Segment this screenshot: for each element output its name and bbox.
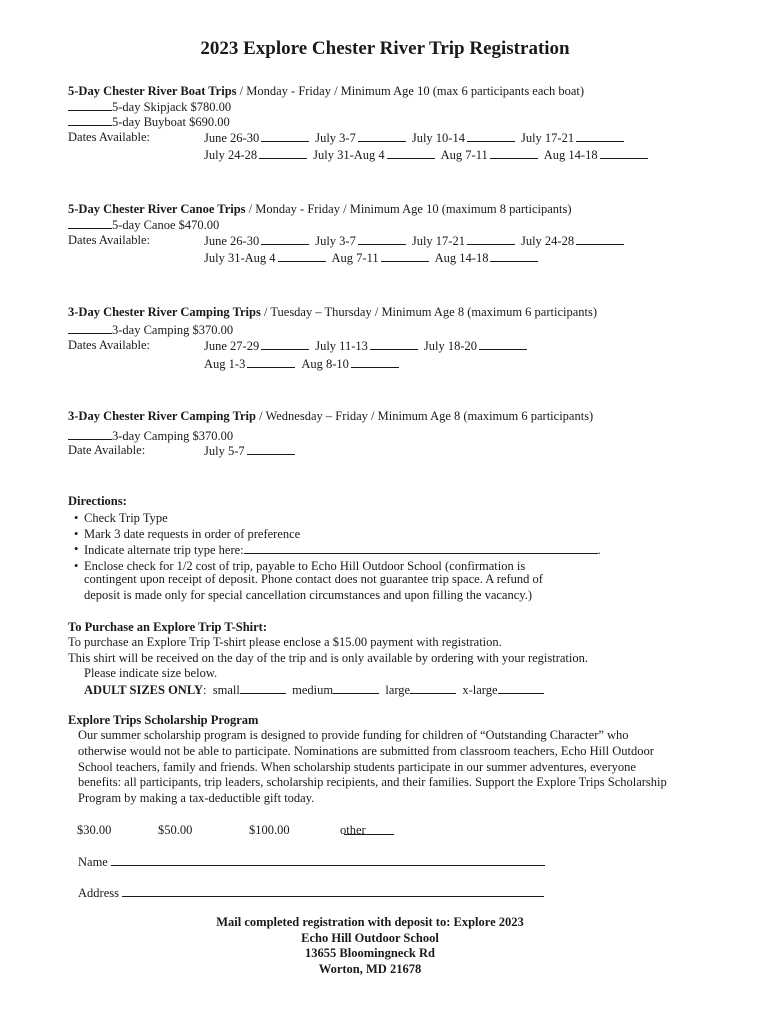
option-label: 5-day Buyboat $690.00	[112, 115, 230, 129]
canoe-option[interactable]	[68, 217, 219, 233]
tshirt-sizes: ADULT SIZES ONLY: small medium large x-large	[84, 682, 544, 698]
camping2-option[interactable]	[68, 428, 233, 444]
canoe-dates-row-1	[204, 233, 630, 249]
date-option[interactable]: Aug 1-3	[204, 356, 295, 372]
canoe-details: / Monday - Friday / Minimum Age 10 (maximum 8 participants)	[245, 202, 572, 216]
boat-dates-label: Dates Available:	[68, 130, 151, 144]
checkbox-blank[interactable]	[68, 428, 112, 440]
mail-line-1: Mail completed registration with deposit to: Explore 2023	[216, 915, 524, 929]
size-option[interactable]: x-large	[462, 683, 543, 697]
date-option[interactable]: July 5-7	[204, 443, 295, 459]
size-option[interactable]: large	[385, 683, 456, 697]
date-option[interactable]: July 3-7	[315, 233, 406, 249]
date-option[interactable]: July 17-21	[412, 233, 515, 249]
scholarship-heading: Explore Trips Scholarship Program	[68, 713, 259, 727]
address-input[interactable]	[122, 885, 544, 897]
amount-option[interactable]: $30.00	[77, 823, 112, 837]
option-label: 3-day Camping $370.00	[112, 323, 234, 337]
amount-option[interactable]: $50.00	[158, 823, 193, 837]
date-option[interactable]: July 18-20	[424, 338, 527, 354]
alternate-trip-input[interactable]	[244, 542, 598, 554]
boat-heading: 5-Day Chester River Boat Trips	[68, 84, 237, 98]
camping1-dates-row-2	[204, 356, 405, 372]
tshirt-line-3: Please indicate size below.	[84, 666, 218, 680]
date-option[interactable]: Aug 7-11	[441, 147, 538, 163]
date-option[interactable]: July 31-Aug 4	[204, 250, 326, 266]
option-label: 5-day Canoe $470.00	[112, 218, 220, 232]
mailing-address	[0, 915, 740, 977]
date-option[interactable]: Aug 14-18	[544, 147, 648, 163]
checkbox-blank[interactable]	[68, 99, 112, 111]
date-option[interactable]: July 24-28	[521, 233, 624, 249]
date-option[interactable]: July 11-13	[315, 338, 418, 354]
boat-details: / Monday - Friday / Minimum Age 10 (max 6 participants each boat)	[236, 84, 585, 98]
boat-section-header	[68, 84, 584, 99]
date-option[interactable]: June 26-30	[204, 130, 309, 146]
camping2-heading: 3-Day Chester River Camping Trip	[68, 409, 256, 423]
checkbox-blank[interactable]	[68, 322, 112, 334]
camping1-details: / Tuesday – Thursday / Minimum Age 8 (maximum 6 participants)	[260, 305, 598, 319]
page-title: 2023 Explore Chester River Trip Registration	[200, 38, 570, 59]
option-label: 5-day Skipjack $780.00	[112, 100, 232, 114]
mail-line-4: Worton, MD 21678	[318, 961, 422, 976]
date-option[interactable]: July 17-21	[521, 130, 624, 146]
address-field[interactable]	[78, 885, 544, 901]
checkbox-blank[interactable]	[68, 114, 112, 126]
option-label: 3-day Camping $370.00	[112, 429, 234, 443]
tshirt-line-2: This shirt will be received on the day of the trip and is only available by ordering with your registration.	[68, 651, 589, 665]
amount-option[interactable]: $100.00	[249, 823, 290, 837]
name-input[interactable]	[111, 854, 545, 866]
date-option[interactable]: July 31-Aug 4	[313, 147, 435, 163]
date-option[interactable]: July 10-14	[412, 130, 515, 146]
directions-continuation-2: deposit is made only for special cancellation circumstances and upon filling the vacancy.)	[84, 588, 532, 602]
date-option[interactable]: June 27-29	[204, 338, 309, 354]
list-item: • Mark 3 date requests in order of preference	[74, 527, 601, 543]
camping2-details: / Wednesday – Friday / Minimum Age 8 (maximum 6 participants)	[255, 409, 594, 423]
scholarship-body: Our summer scholarship program is designed to provide funding for children of “Outstanding Character” who otherwise would not be able to participate. Nominations are submitted from classroom teachers, Echo Hill Outdoor School teachers, family and friends. When scholarship students participate in our summer adventures, everyone benefits: all participants, trip leaders, scholarship recipients, and their families. Support the Explore Trips Scholarship Program by making a tax-deductible gift today.	[78, 728, 667, 806]
list-item: • Enclose check for 1/2 cost of trip, payable to Echo Hill Outdoor School (confirmation is	[74, 559, 601, 575]
camping1-dates-label: Dates Available:	[68, 338, 151, 352]
date-option[interactable]: June 26-30	[204, 233, 309, 249]
checkbox-blank[interactable]	[68, 217, 112, 229]
directions-continuation-1: contingent upon receipt of deposit. Phone contact does not guarantee trip space. A refund of	[84, 572, 543, 586]
camping2-dates-label: Date Available:	[68, 443, 146, 457]
boat-dates-row-2	[204, 147, 654, 163]
camping2-section-header	[68, 409, 593, 424]
mail-line-2: Echo Hill Outdoor School	[301, 930, 439, 945]
date-option[interactable]: Aug 7-11	[332, 250, 429, 266]
mail-line-3: 13655 Bloomingneck Rd	[305, 946, 435, 960]
boat-option-buyboat[interactable]	[68, 114, 230, 130]
date-option[interactable]: Aug 14-18	[435, 250, 539, 266]
list-item: • Check Trip Type	[74, 511, 601, 527]
date-option[interactable]: July 24-28	[204, 147, 307, 163]
list-item: • Indicate alternate trip type here: .	[74, 542, 601, 559]
size-option[interactable]: medium	[292, 683, 379, 697]
size-option[interactable]: small	[213, 683, 286, 697]
camping1-section-header	[68, 305, 597, 320]
camping1-dates-row-1	[204, 338, 533, 354]
date-option[interactable]: July 3-7	[315, 130, 406, 146]
name-label: Name	[78, 855, 108, 869]
camping2-dates-row-1	[204, 443, 301, 459]
camping1-option[interactable]	[68, 322, 233, 338]
address-label: Address	[78, 886, 119, 900]
name-field[interactable]	[78, 854, 545, 870]
canoe-dates-label: Dates Available:	[68, 233, 151, 247]
canoe-heading: 5-Day Chester River Canoe Trips	[68, 202, 246, 216]
sizes-label: ADULT SIZES ONLY	[84, 683, 204, 697]
date-option[interactable]: Aug 8-10	[301, 356, 399, 372]
canoe-section-header	[68, 202, 572, 217]
directions-heading: Directions:	[68, 494, 127, 508]
camping1-heading: 3-Day Chester River Camping Trips	[68, 305, 261, 319]
canoe-dates-row-2	[204, 250, 544, 266]
tshirt-line-1: To purchase an Explore Trip T-shirt please enclose a $15.00 payment with registration.	[68, 635, 502, 649]
registration-form: 2023 Explore Chester River Trip Registration 5-Day Chester River Boat Trips / Monday - Friday / Minimum Age 10 (max 6 participants each boat) 5-day Skipjack $780.00 5-day Buyboat $690.00 Dates Available: June 26-30 July 3-7 July 10-14 July 17-21 July 24-28 July 31-Aug 4 Aug 7-11 Aug 14-18 5-Day Chester River Canoe Trips / Monday - Friday / Minimum Age 10 (maximum 8 participants) 5-day Canoe $470.00 Dates Available: June 26-30 July 3-7 July 17-21 July 24-28 July 31-Aug 4 Aug 7-11 Aug 14-18 3-Day Chester River Camping Trips / Tuesday – Thursday / Minimum Age 8 (maximum 6 participants) 3-day Camping $370.00 Dates Available: June 27-29 July 11-13 July 18-20 Aug 1-3 Aug 8-10 3-Day Chester River Camping Trip / Wednesday – Friday / Minimum Age 8 (maximum 6 participants) 3-day Camping $370.00 Date Available: July 5-7 Directions: • Check Trip Type • Mark 3 date requests in order of preference • Indicate alternate trip type here: . • Enclose check for 1/2 cost of trip, payable to Echo Hill Outdoor School (confirmation is contingent upon receipt of deposit. Phone contact does not guarantee trip space. A refund of deposit is made only for special cancellation circumstances and upon filling the vacancy.) To Purchase an Explore Trip T-Shirt: To purchase an Explore Trip T-shirt please enclose a $15.00 payment with registration. This shirt will be received on the day of the trip and is only available by ordering with your registration. Please indicate size below. ADULT SIZES ONLY: small medium large x-large Explore Trips Scholarship Program Our summer scholarship program is designed to provide funding for children of “Outstanding Character” who otherwise would not be able to participate. Nominations are submitted from classroom teachers, Echo Hill Outdoor School teachers, family and friends. When scholarship students participate in our summer adventures, everyone benefits: all participants, trip leaders, scholarship recipients, and their families. Support the Explore Trips Scholarship Program by making a tax-deductible gift today. $30.00 $50.00 $100.00 other Name Address Mail completed registration with deposit to: Explore 2023 Echo Hill Outdoor School 13655 Bloomingneck Rd Worton, MD 21678	[0, 0, 770, 1024]
boat-option-skipjack[interactable]	[68, 99, 231, 115]
tshirt-heading: To Purchase an Explore Trip T-Shirt:	[68, 620, 268, 634]
boat-dates-row-1	[204, 130, 630, 146]
directions-list	[74, 511, 601, 574]
